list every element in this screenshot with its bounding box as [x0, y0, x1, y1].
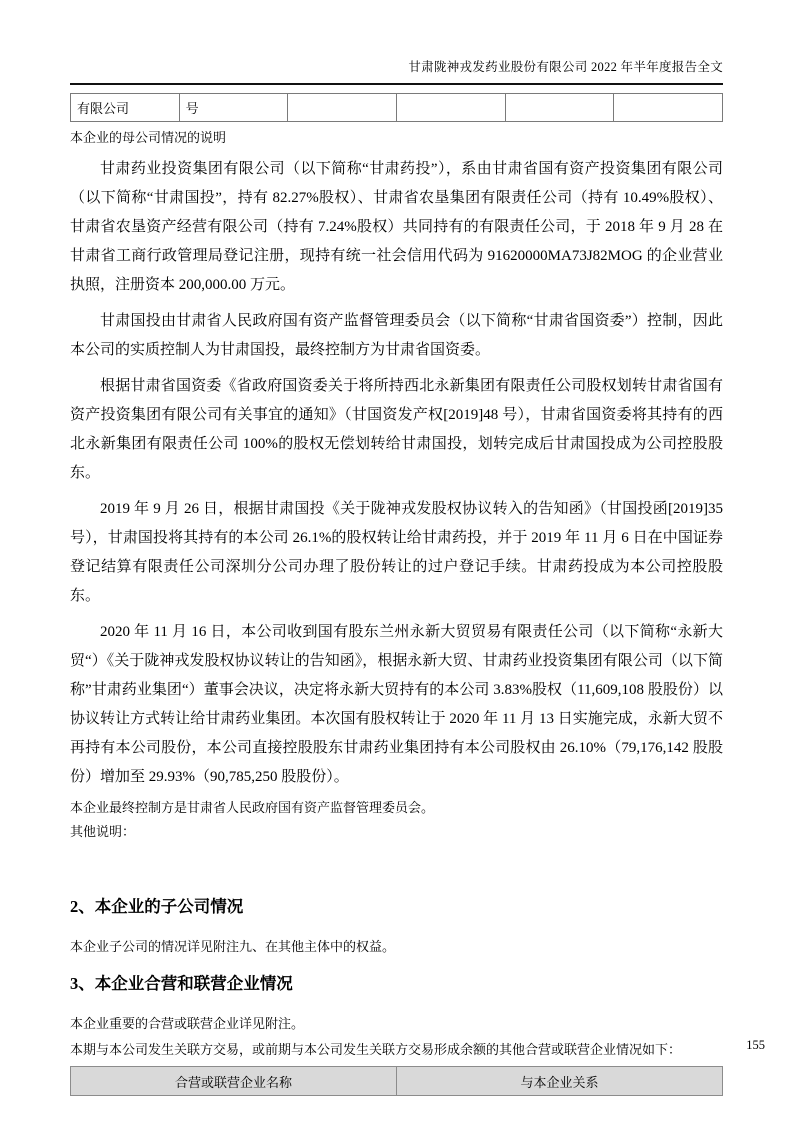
paragraph-parent-company: 甘肃药业投资集团有限公司（以下简称“甘肃药投”），系由甘肃省国有资产投资集团有限公司（以下简称“甘肃国投”，持有 82.27%股权）、甘肃省农垦集团有限责任公司（持有 10.49%股权）、甘肃省农垦资产经营有限公司（持有 7.24%股权）共同持有的有限责任公司，于 2018 年 9 月 28 在甘肃省工商行政管理局登记注册，现持有统一社会信用代码为 91620000MA73J82MOG 的企业营业执照，注册资本 200,000.00 万元。 — [70, 161, 723, 293]
jv-header-name: 合营或联营企业名称 — [71, 1067, 397, 1096]
continuation-cell-3 — [288, 94, 397, 122]
running-header-title: 甘肃陇神戎发药业股份有限公司 2022 年半年度报告全文 — [408, 60, 723, 74]
continuation-cell-6 — [614, 94, 723, 122]
other-note-label: 其他说明： — [70, 824, 136, 839]
parent-company-note-label: 本企业的母公司情况的说明 — [70, 130, 227, 145]
joint-venture-table-header-row — [71, 1067, 723, 1096]
continuation-table — [70, 93, 723, 122]
paragraph-actual-controller: 甘肃国投由甘肃省人民政府国有资产监督管理委员会（以下简称“甘肃省国资委”）控制，因此本公司的实质控制人为甘肃国投，最终控制方为甘肃省国资委。 — [70, 313, 723, 358]
continuation-cell-4 — [396, 94, 505, 122]
joint-venture-table — [70, 1066, 723, 1096]
continuation-table-row — [71, 94, 723, 122]
jv-header-relation: 与本企业关系 — [397, 1067, 723, 1096]
paragraph-equity-transfer-2019: 2019 年 9 月 26 日，根据甘肃国投《关于陇神戎发股权协议转入的告知函》（甘国投函[2019]35 号），甘肃国投将其持有的本公司 26.1%的股权转让给甘肃药投，并于 2019 年 11 月 6 日在中国证券登记结算有限责任公司深圳分公司办理了股份转让的过户登记手续。甘肃药投成为本公司控股股东。 — [70, 501, 723, 604]
section-2-heading: 2、本企业的子公司情况 — [70, 897, 244, 916]
continuation-cell-2: 号 — [179, 94, 288, 122]
header-rule — [70, 83, 723, 85]
final-controller-note: 本企业最终控制方是甘肃省人民政府国有资产监督管理委员会。 — [70, 800, 435, 815]
section-3-heading: 3、本企业合营和联营企业情况 — [70, 974, 293, 993]
page-number: 155 — [746, 1038, 765, 1052]
section-2-note: 本企业子公司的情况详见附注九、在其他主体中的权益。 — [70, 939, 396, 954]
continuation-cell-1: 有限公司 — [71, 94, 180, 122]
paragraph-equity-transfer-2019-notice: 根据甘肃省国资委《省政府国资委关于将所持西北永新集团有限责任公司股权划转甘肃省国有资产投资集团有限公司有关事宜的通知》（甘国资发产权[2019]48 号），甘肃省国资委将其持有的西北永新集团有限责任公司 100%的股权无偿划转给甘肃国投，划转完成后甘肃国投成为公司控股股东。 — [70, 378, 723, 481]
paragraph-equity-transfer-2020: 2020 年 11 月 16 日，本公司收到国有股东兰州永新大贸贸易有限责任公司（以下简称“永新大贸“）《关于陇神戎发股权协议转让的告知函》，根据永新大贸、甘肃药业投资集团有限公司（以下简称”甘肃药业集团“）董事会决议，决定将永新大贸持有的本公司 3.83%股权（11,609,108 股股份）以协议转让方式转让给甘肃药业集团。本次国有股权转让于 2020 年 11 月 13 日实施完成，永新大贸不再持有本公司股份，本公司直接控股股东甘肃药业集团持有本公司股权由 26.10%（79,176,142 股股份）增加至 29.93%（90,785,250 股股份）。 — [70, 624, 723, 785]
section-3-note-1: 本企业重要的合营或联营企业详见附注。 — [70, 1016, 305, 1031]
section-3-note-2: 本期与本公司发生关联方交易，或前期与本公司发生关联方交易形成余额的其他合营或联营企业情况如下： — [70, 1042, 682, 1057]
page-content — [70, 0, 723, 1096]
parent-company-description — [70, 155, 723, 792]
continuation-cell-5 — [505, 94, 614, 122]
